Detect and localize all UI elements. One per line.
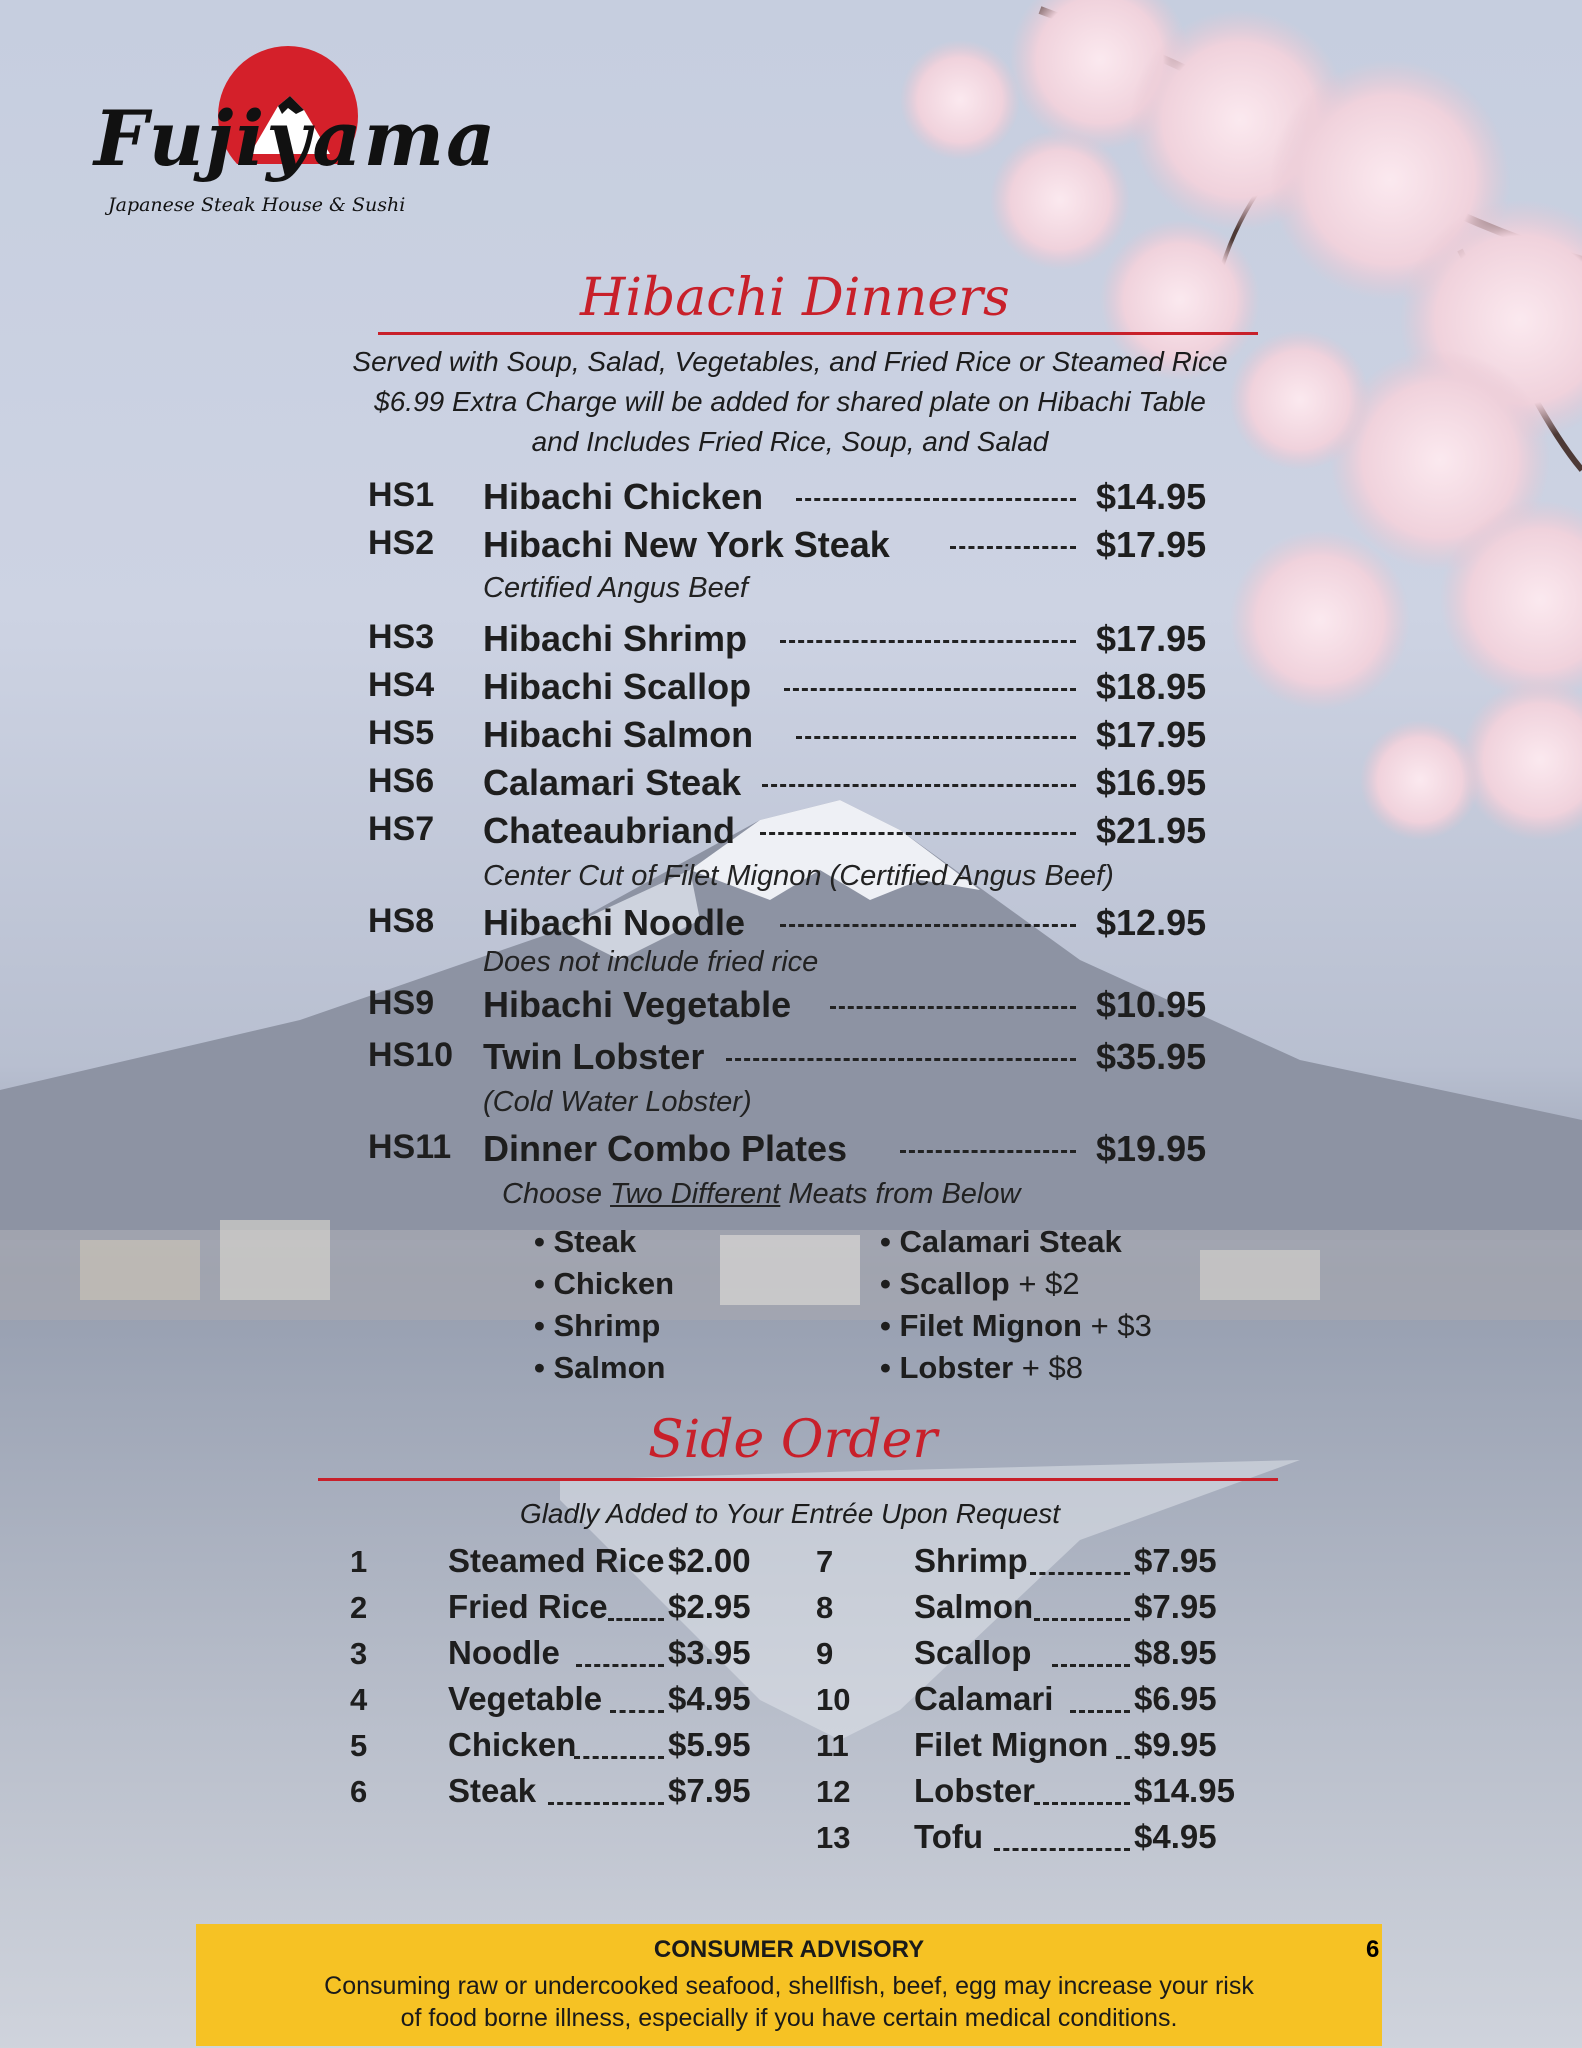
hibachi-subtitle-line-1: Served with Soup, Salad, Vegetables, and Fried Rice or Steamed Rice xyxy=(352,346,1228,377)
leader-dots xyxy=(1052,1664,1130,1667)
item-price: $18.95 xyxy=(1096,666,1207,707)
leader-dots xyxy=(830,1006,1076,1009)
item-price: $17.95 xyxy=(1096,524,1207,565)
hibachi-dinners-title: Hibachi Dinners xyxy=(580,268,1010,328)
side-item-name: Vegetable xyxy=(448,1680,603,1717)
leader-dots xyxy=(1116,1756,1130,1759)
side-number: 1 xyxy=(350,1544,368,1579)
combo-option-label: Filet Mignon xyxy=(899,1308,1082,1343)
item-code: HS6 xyxy=(368,762,435,800)
leader-dots xyxy=(780,924,1076,927)
item-code: HS2 xyxy=(368,524,435,562)
side-number: 2 xyxy=(350,1590,368,1625)
side-order-title: Side Order xyxy=(648,1410,938,1470)
combo-option: • Salmon xyxy=(534,1350,666,1385)
leader-dots xyxy=(726,1058,1076,1061)
leader-dots xyxy=(784,688,1076,691)
item-code: HS11 xyxy=(368,1128,452,1166)
leader-dots xyxy=(950,546,1076,549)
combo-option: • Scallop + $2 xyxy=(880,1266,1080,1301)
combo-instructions xyxy=(502,1178,1020,1211)
combo-option-label: Shrimp xyxy=(553,1308,661,1343)
item-price: $17.95 xyxy=(1096,618,1207,659)
item-name: Hibachi Scallop xyxy=(483,666,752,707)
item-code: HS7 xyxy=(368,810,435,848)
leader-dots xyxy=(576,1664,664,1667)
leader-dots xyxy=(608,1618,664,1621)
leader-dots xyxy=(900,1150,1076,1153)
item-name: Hibachi Vegetable xyxy=(483,984,792,1025)
leader-dots xyxy=(760,832,1076,835)
item-name: Hibachi Shrimp xyxy=(483,618,748,659)
leader-dots xyxy=(1070,1710,1130,1713)
side-number: 12 xyxy=(816,1774,851,1809)
hibachi-subtitle-line-3: and Includes Fried Rice, Soup, and Salad xyxy=(531,426,1049,457)
side-number: 4 xyxy=(350,1682,368,1717)
item-note-hs2: Certified Angus Beef xyxy=(483,572,748,604)
leader-dots xyxy=(1034,1802,1130,1805)
combo-note-underline: Two Different xyxy=(610,1178,781,1210)
combo-option-label: Lobster xyxy=(899,1350,1014,1385)
side-item-name: Steamed Rice xyxy=(448,1542,665,1579)
combo-option: • Filet Mignon + $3 xyxy=(880,1308,1152,1343)
combo-note-post: Meats from Below xyxy=(780,1178,1021,1210)
item-code: HS5 xyxy=(368,714,435,752)
side-item-price: $14.95 xyxy=(1134,1772,1235,1809)
advisory-text-line-2: of food borne illness, especially if you have certain medical conditions. xyxy=(400,2004,1178,2032)
side-number: 8 xyxy=(816,1590,834,1625)
leader-dots xyxy=(780,640,1076,643)
side-item-name: Chicken xyxy=(448,1726,577,1763)
side-item-name: Tofu xyxy=(914,1818,984,1855)
side-item-price: $3.95 xyxy=(668,1634,751,1671)
side-item-name: Scallop xyxy=(914,1634,1032,1671)
combo-option-label: Salmon xyxy=(553,1350,666,1385)
combo-option-label: Scallop xyxy=(899,1266,1010,1301)
item-name: Dinner Combo Plates xyxy=(483,1128,848,1169)
item-price: $21.95 xyxy=(1096,810,1207,851)
side-item-price: $2.95 xyxy=(668,1588,751,1625)
item-note-hs7: Center Cut of Filet Mignon (Certified Angus Beef) xyxy=(483,860,1114,892)
leader-dots xyxy=(1030,1572,1130,1575)
side-item-price: $4.95 xyxy=(1134,1818,1217,1855)
combo-option: • Shrimp xyxy=(534,1308,661,1343)
side-item-price: $4.95 xyxy=(668,1680,751,1717)
side-item-price: $7.95 xyxy=(668,1772,751,1809)
side-number: 3 xyxy=(350,1636,368,1671)
combo-option: • Chicken xyxy=(534,1266,675,1301)
side-order-subtitle: Gladly Added to Your Entrée Upon Request xyxy=(519,1498,1061,1529)
leader-dots xyxy=(762,784,1076,787)
leader-dots xyxy=(610,1710,664,1713)
side-item-price: $6.95 xyxy=(1134,1680,1217,1717)
leader-dots xyxy=(796,736,1076,739)
item-name: Twin Lobster xyxy=(483,1036,705,1077)
side-number: 11 xyxy=(816,1728,849,1763)
item-note-hs8: Does not include fried rice xyxy=(483,946,819,978)
side-item-name: Salmon xyxy=(914,1588,1034,1625)
leader-dots xyxy=(1034,1618,1130,1621)
combo-note-pre: Choose xyxy=(502,1178,611,1210)
combo-option: • Lobster + $8 xyxy=(880,1350,1083,1385)
item-name: Calamari Steak xyxy=(483,762,742,803)
combo-option-label: Steak xyxy=(553,1224,637,1259)
item-code: HS8 xyxy=(368,902,435,940)
combo-option-label: Chicken xyxy=(553,1266,675,1301)
side-item-name: Calamari xyxy=(914,1680,1054,1717)
combo-option-surcharge: + $3 xyxy=(1090,1308,1152,1343)
brand-tagline: Japanese Steak House & Sushi xyxy=(108,194,406,216)
side-item-name: Noodle xyxy=(448,1634,560,1671)
page-number: 6 xyxy=(1366,1936,1380,1963)
side-item-name: Filet Mignon xyxy=(914,1726,1109,1763)
side-item-name: Steak xyxy=(448,1772,537,1809)
item-name: Hibachi Chicken xyxy=(483,476,764,517)
combo-option: • Calamari Steak xyxy=(880,1224,1122,1259)
item-code: HS9 xyxy=(368,984,435,1022)
side-number: 6 xyxy=(350,1774,368,1809)
leader-dots xyxy=(796,498,1076,501)
item-price: $17.95 xyxy=(1096,714,1207,755)
combo-option: • Steak xyxy=(534,1224,637,1259)
hibachi-title-divider xyxy=(378,332,1258,335)
side-number: 10 xyxy=(816,1682,851,1717)
item-name: Hibachi New York Steak xyxy=(483,524,890,565)
advisory-text-line-1: Consuming raw or undercooked seafood, shellfish, beef, egg may increase your risk xyxy=(324,1972,1254,2000)
side-item-name: Shrimp xyxy=(914,1542,1028,1579)
side-item-price: $7.95 xyxy=(1134,1542,1217,1579)
hibachi-subtitle-line-2: $6.99 Extra Charge will be added for shared plate on Hibachi Table xyxy=(374,386,1206,417)
side-number: 9 xyxy=(816,1636,834,1671)
side-item-price: $5.95 xyxy=(668,1726,751,1763)
item-price: $12.95 xyxy=(1096,902,1207,943)
combo-option-label: Calamari Steak xyxy=(899,1224,1122,1259)
item-name: Hibachi Noodle xyxy=(483,902,746,943)
item-price: $16.95 xyxy=(1096,762,1207,803)
item-price: $14.95 xyxy=(1096,476,1207,517)
item-code: HS3 xyxy=(368,618,435,656)
consumer-advisory-box xyxy=(196,1924,1382,2046)
side-item-price: $7.95 xyxy=(1134,1588,1217,1625)
advisory-title: CONSUMER ADVISORY xyxy=(653,1936,925,1963)
item-code: HS10 xyxy=(368,1036,454,1074)
item-price: $35.95 xyxy=(1096,1036,1207,1077)
side-item-price: $9.95 xyxy=(1134,1726,1217,1763)
side-item-price: $8.95 xyxy=(1134,1634,1217,1671)
leader-dots xyxy=(548,1802,664,1805)
side-number: 7 xyxy=(816,1544,834,1579)
item-note-hs10: (Cold Water Lobster) xyxy=(483,1086,752,1118)
item-price: $10.95 xyxy=(1096,984,1207,1025)
leader-dots xyxy=(994,1848,1130,1851)
side-number: 13 xyxy=(816,1820,851,1855)
item-code: HS4 xyxy=(368,666,435,704)
side-item-name: Fried Rice xyxy=(448,1588,608,1625)
side-item-name: Lobster xyxy=(914,1772,1036,1809)
combo-option-surcharge: + $8 xyxy=(1021,1350,1083,1385)
combo-option-surcharge: + $2 xyxy=(1018,1266,1080,1301)
brand-name: Fujiyama xyxy=(94,94,498,183)
restaurant-logo xyxy=(88,44,498,224)
item-name: Hibachi Salmon xyxy=(483,714,754,755)
side-number: 5 xyxy=(350,1728,368,1763)
side-order-divider xyxy=(318,1478,1278,1481)
item-price: $19.95 xyxy=(1096,1128,1207,1169)
item-code: HS1 xyxy=(368,476,435,514)
side-item-price: $2.00 xyxy=(668,1542,751,1579)
leader-dots xyxy=(574,1756,664,1759)
item-name: Chateaubriand xyxy=(483,810,736,851)
